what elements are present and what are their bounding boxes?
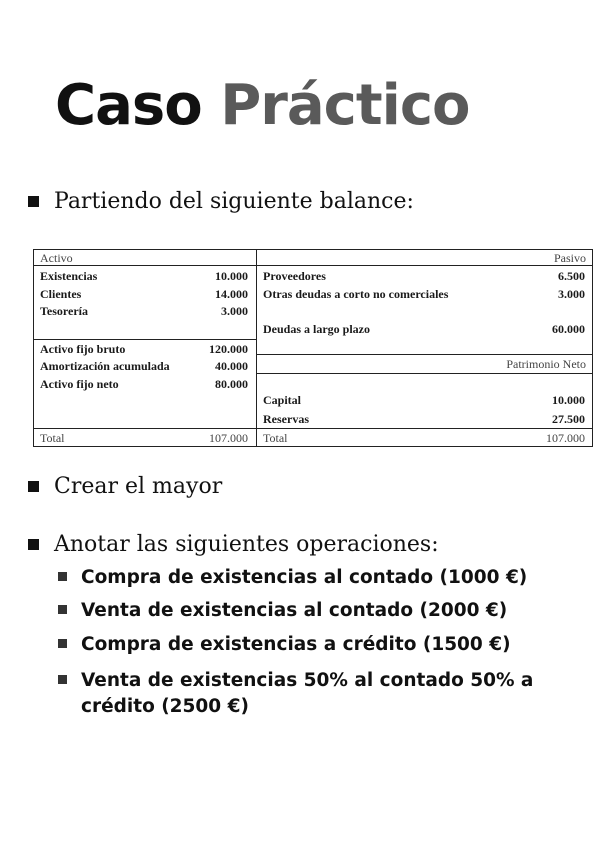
activo-value: 3.000 <box>221 304 248 318</box>
balance-table <box>33 249 593 447</box>
square-bullet-icon <box>58 639 67 648</box>
patrimonio-header: Patrimonio Neto <box>506 357 586 371</box>
anotar-text: Anotar las siguientes operaciones: <box>54 532 439 557</box>
pasivo-label: Proveedores <box>263 269 326 283</box>
operation-text: Compra de existencias a crédito (1500 €) <box>81 634 511 655</box>
total-left-label: Total <box>40 431 65 445</box>
activo-value: 10.000 <box>215 269 248 283</box>
total-left-value: 107.000 <box>209 431 248 445</box>
patrimonio-divider-top <box>256 354 592 355</box>
patrimonio-value: 10.000 <box>552 393 585 407</box>
activo-value: 80.000 <box>215 377 248 391</box>
total-divider <box>34 428 592 429</box>
page-title <box>55 73 470 138</box>
operation-text-line-2: crédito (2500 €) <box>81 696 249 717</box>
square-bullet-icon <box>58 572 67 581</box>
pasivo-value: 6.500 <box>558 269 585 283</box>
column-divider <box>256 250 257 446</box>
activo-value: 40.000 <box>215 359 248 373</box>
activo-label: Tesorería <box>40 304 88 318</box>
anotar-bullet <box>28 532 439 557</box>
intro-bullet <box>28 189 414 214</box>
title-word-2: Práctico <box>220 73 470 138</box>
pasivo-label: Deudas a largo plazo <box>263 322 371 336</box>
pasivo-value: 3.000 <box>558 287 585 301</box>
activo-label: Activo fijo bruto <box>40 342 126 356</box>
activo-value: 14.000 <box>215 287 248 301</box>
patrimonio-label: Capital <box>263 393 302 407</box>
activo-label: Amortización acumulada <box>40 359 170 373</box>
pasivo-header: Pasivo <box>553 251 586 265</box>
intro-text: Partiendo del siguiente balance: <box>54 189 414 214</box>
activo-label: Clientes <box>40 287 82 301</box>
square-bullet-icon <box>58 675 67 684</box>
operation-item <box>58 598 507 624</box>
activo-fijo-divider <box>34 339 256 340</box>
title-word-1: Caso <box>55 73 202 138</box>
operation-text <box>81 668 533 720</box>
operation-item <box>58 565 527 591</box>
patrimonio-label: Reservas <box>263 412 309 426</box>
pasivo-label: Otras deudas a corto no comerciales <box>263 287 449 301</box>
activo-value: 120.000 <box>209 342 248 356</box>
square-bullet-icon <box>28 196 39 207</box>
crear-text: Crear el mayor <box>54 474 223 499</box>
operation-item <box>58 668 533 720</box>
operation-item <box>58 632 511 658</box>
activo-label: Activo fijo neto <box>40 377 119 391</box>
activo-header: Activo <box>40 251 73 265</box>
square-bullet-icon <box>28 539 39 550</box>
patrimonio-divider-bottom <box>256 373 592 374</box>
square-bullet-icon <box>28 481 39 492</box>
operation-text: Compra de existencias al contado (1000 €) <box>81 567 528 588</box>
square-bullet-icon <box>58 605 67 614</box>
patrimonio-value: 27.500 <box>552 412 585 426</box>
total-right-label: Total <box>263 431 288 445</box>
header-divider <box>34 265 592 266</box>
activo-label: Existencias <box>40 269 98 283</box>
crear-bullet <box>28 474 222 499</box>
pasivo-value: 60.000 <box>552 322 585 336</box>
total-right-value: 107.000 <box>546 431 585 445</box>
operation-text: Venta de existencias al contado (2000 €) <box>81 600 508 621</box>
operation-text-line-1: Venta de existencias 50% al contado 50% a <box>81 670 534 691</box>
